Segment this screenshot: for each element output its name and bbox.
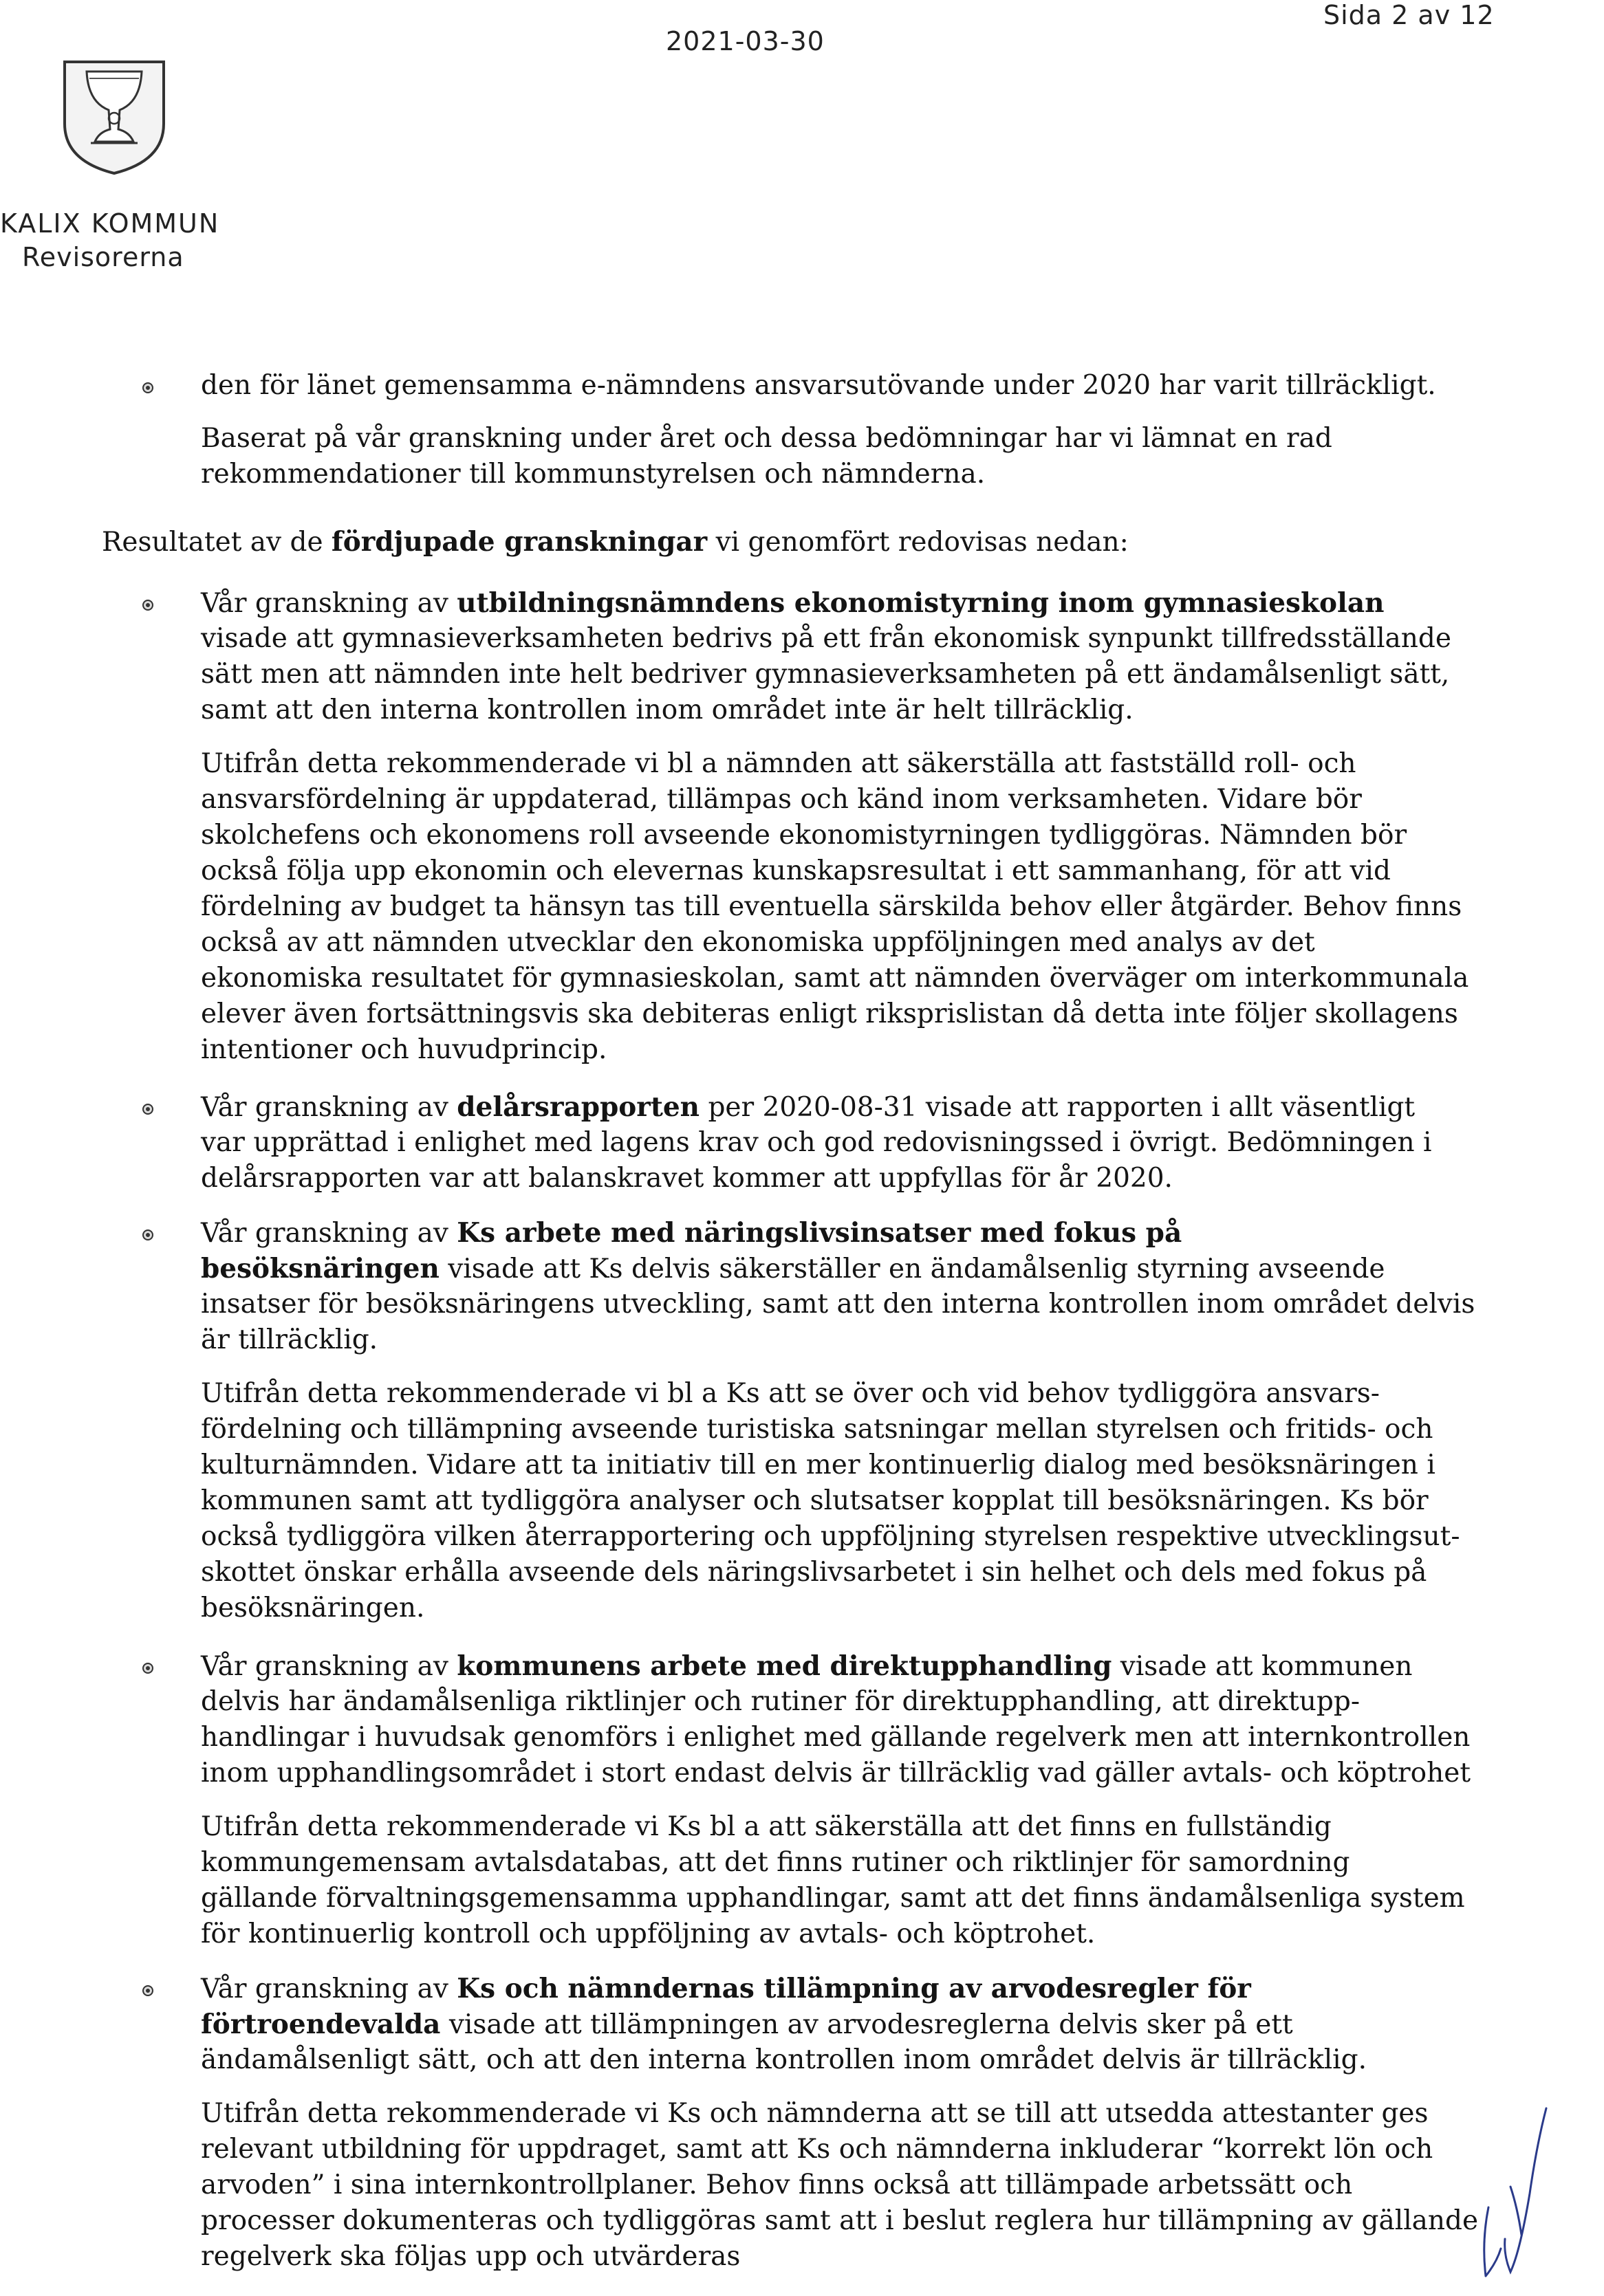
paragraph-line: inom upphandlingsområdet i stort endast delvis är tillräcklig vad gäller avtals- och köptrohet: [201, 1758, 1471, 1789]
bullet-heading-line: förtroendevalda visade att tillämpningen av arvodesreglerna delvis sker på ett: [201, 2009, 1293, 2040]
paragraph-line: är tillräcklig.: [201, 1324, 378, 1355]
paragraph-line: också tydliggöra vilken återrapportering och uppföljning styrelsen respektive utvecklingsut-: [201, 1521, 1460, 1552]
paragraph-line: Utifrån detta rekommenderade vi bl a nämnden att säkerställa att fastställd roll- och: [201, 748, 1356, 779]
paragraph-line: arvoden” i sina internkontrollplaner. Behov finns också att tillämpade arbetssätt och: [201, 2169, 1353, 2200]
bullet-marker: [142, 1104, 153, 1115]
municipal-crest-icon: [61, 58, 168, 176]
paragraph-line: intentioner och huvudprincip.: [201, 1034, 607, 1065]
paragraph-line: också av att nämnden utvecklar den ekonomiska uppföljningen med analys av det: [201, 927, 1315, 958]
bullet-heading-line: Vår granskning av delårsrapporten per 2020-08-31 visade att rapporten i allt väsentligt: [201, 1091, 1416, 1123]
paragraph-line: rekommendationer till kommunstyrelsen och nämnderna.: [201, 459, 986, 490]
paragraph-line: skolchefens och ekonomens roll avseende ekonomistyrningen tydliggöras. Nämnden bör: [201, 820, 1407, 851]
paragraph-line: kommunen samt att tydliggöra analyser och slutsatser kopplat till besöksnäringen. Ks bör: [201, 1485, 1429, 1516]
bullet-marker: [142, 600, 153, 611]
bullet-marker: [142, 382, 153, 393]
paragraph-line: Utifrån detta rekommenderade vi Ks och nämnderna att se till att utsedda attestanter ges: [201, 2098, 1429, 2129]
bullet-marker: [142, 1663, 153, 1674]
paragraph-line: kulturnämnden. Vidare att ta initiativ till en mer kontinuerlig dialog med besöksnäringen i: [201, 1450, 1435, 1480]
bullet-heading-line: besöksnäringen visade att Ks delvis säkerställer en ändamålsenlig styrning avseende: [201, 1253, 1385, 1284]
paragraph-line: skottet önskar erhålla avseende dels näringslivsarbetet i sin helhet och dels med fokus på: [201, 1557, 1427, 1588]
paragraph-line: för kontinuerlig kontroll och uppföljning av avtals- och köptrohet.: [201, 1918, 1096, 1949]
bullet-heading-line: Vår granskning av Ks arbete med näringslivsinsatser med fokus på: [201, 1217, 1182, 1249]
paragraph-line: regelverk ska följas upp och utvärderas: [201, 2241, 741, 2272]
bullet-heading-line: Vår granskning av Ks och nämndernas tillämpning av arvodesregler för: [201, 1973, 1251, 2004]
paragraph-line: sätt men att nämnden inte helt bedriver gymnasieverksamheten på ett ändamålsenligt sätt,: [201, 659, 1450, 690]
paragraph-line: Baserat på vår granskning under året och dessa bedömningar har vi lämnat en rad: [201, 423, 1332, 454]
paragraph-line: delårsrapporten var att balanskravet kommer att uppfyllas för år 2020.: [201, 1163, 1173, 1194]
paragraph-line: kommungemensam avtalsdatabas, att det finns rutiner och riktlinjer för samordning: [201, 1847, 1350, 1878]
paragraph-line: Utifrån detta rekommenderade vi Ks bl a att säkerställa att det finns en fullständig: [201, 1811, 1332, 1842]
paragraph-line: elever även fortsättningsvis ska debiteras enligt riksprislistan då detta inte följer skollagens: [201, 998, 1458, 1029]
signature-initials-icon: [1469, 2104, 1552, 2283]
paragraph-line: handlingar i huvudsak genomförs i enlighet med gällande regelverk men att internkontrollen: [201, 1722, 1471, 1753]
paragraph-line: processer dokumenteras och tydliggöras samt att i beslut reglera hur tillämpning av gällande: [201, 2205, 1479, 2236]
paragraph-line: Utifrån detta rekommenderade vi bl a Ks att se över och vid behov tydliggöra ansvars-: [201, 1378, 1380, 1409]
paragraph-line: den för länet gemensamma e-nämndens ansvarsutövande under 2020 har varit tillräckligt.: [201, 370, 1436, 401]
paragraph-line: ekonomiska resultatet för gymnasieskolan, samt att nämnden överväger om interkommunala: [201, 963, 1469, 994]
organization-name: KALIX KOMMUN: [0, 208, 220, 239]
department-name: Revisorerna: [22, 242, 184, 272]
paragraph-line: insatser för besöksnäringens utveckling, samt att den interna kontrollen inom området delvis: [201, 1289, 1475, 1320]
paragraph-line: ändamålsenligt sätt, och att den interna kontrollen inom området delvis är tillräcklig.: [201, 2044, 1367, 2075]
bullet-heading-line: Vår granskning av utbildningsnämndens ekonomistyrning inom gymnasieskolan: [201, 587, 1385, 619]
paragraph-line: visade att gymnasieverksamheten bedrivs på ett från ekonomisk synpunkt tillfredsställande: [201, 623, 1451, 654]
paragraph-line: fördelning av budget ta hänsyn tas till eventuella särskilda behov eller åtgärder. Behov finns: [201, 891, 1462, 922]
bullet-marker: [142, 1985, 153, 1996]
paragraph-line: var upprättad i enlighet med lagens krav och god redovisningssed i övrigt. Bedömningen i: [201, 1127, 1432, 1158]
paragraph-line: samt att den interna kontrollen inom området inte är helt tillräcklig.: [201, 695, 1134, 725]
paragraph-line: fördelning och tillämpning avseende turistiska satsningar mellan styrelsen och fritids- och: [201, 1414, 1433, 1445]
paragraph-line: ansvarsfördelning är uppdaterad, tillämpas och känd inom verksamheten. Vidare bör: [201, 784, 1362, 815]
bullet-heading-line: Vår granskning av kommunens arbete med direktupphandling visade att kommunen: [201, 1650, 1413, 1682]
paragraph-line: också följa upp ekonomin och elevernas kunskapsresultat i ett sammanhang, för att vid: [201, 855, 1391, 886]
paragraph-line: delvis har ändamålsenliga riktlinjer och rutiner för direktupphandling, att direktupp-: [201, 1686, 1361, 1717]
document-date: 2021-03-30: [666, 26, 825, 56]
paragraph-line: gällande förvaltningsgemensamma upphandlingar, samt att det finns ändamålsenliga system: [201, 1883, 1465, 1914]
paragraph-line: besöksnäringen.: [201, 1593, 425, 1623]
bullet-marker: [142, 1229, 153, 1240]
intro-line: Resultatet av de fördjupade granskningar vi genomfört redovisas nedan:: [102, 526, 1129, 558]
paragraph-line: relevant utbildning för uppdraget, samt att Ks och nämnderna inkluderar “korrekt lön och: [201, 2134, 1433, 2165]
page-number: Sida 2 av 12: [1323, 0, 1495, 30]
